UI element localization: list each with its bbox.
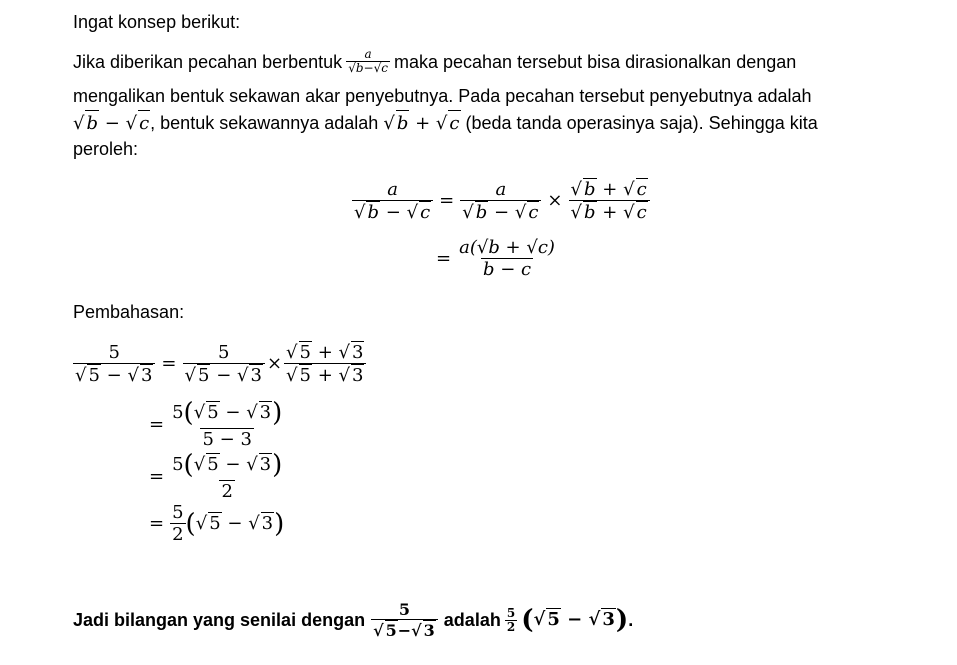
step1-rhs-fraction-1: $\frac{5}{√ 5 - √ 3}$ (183, 342, 265, 386)
conclusion-expr: (√ 5 − √ 3) (521, 605, 629, 635)
step4-coefficient: $\frac{5}{2}$ (172, 502, 184, 545)
equals-sign: = (161, 353, 177, 374)
conclusion-text-a: Jadi bilangan yang senilai dengan (73, 609, 366, 630)
equals-sign: = (149, 513, 165, 534)
equals-sign: = (149, 465, 165, 487)
expr-root-b-minus-root-c: √ b − √ c (73, 113, 150, 134)
solution-step-3 (143, 450, 284, 502)
intro-line-4-text-d: (beda tanda operasinya saja). Sehingga kita (465, 113, 818, 133)
pembahasan-title: Pembahasan: (73, 302, 185, 322)
conclusion-coefficient: $\frac{5}{2}$ (506, 605, 516, 634)
fraction-denominator: √b−√c (348, 61, 388, 75)
times-sign: × (547, 190, 563, 211)
concept-equation-row-2 (430, 237, 557, 280)
concept-equation-row-1 (352, 178, 650, 223)
intro-line-2-text-b: maka pecahan tersebut bisa dirasionalkan dengan (393, 51, 797, 72)
equals-sign: = (149, 413, 165, 435)
step3-fraction: $\frac{5(√ 5 - √ 3)}{2}$ (172, 450, 283, 502)
conclusion-period: . (628, 609, 634, 630)
concept-result-fraction: $\frac{a(√b + √c)}{b - c}$ (459, 237, 555, 280)
concept-rhs-fraction-2: $\frac{√ b + √ c}{√ b + √ c}$ (569, 178, 650, 223)
solution-step-2 (143, 398, 284, 450)
fraction-numerator: a (364, 47, 372, 61)
intro-line-2-text-a: Jika diberikan pecahan berbentuk (73, 51, 343, 72)
equals-sign: = (436, 248, 452, 269)
conclusion-line (73, 600, 633, 640)
equals-sign: = (439, 190, 455, 211)
intro-line-5: peroleh: (73, 139, 139, 159)
step1-lhs-fraction: $\frac{5}{√ 5 - √ 3}$ (73, 342, 155, 386)
expr-root-b-plus-root-c: √ b + √ c (383, 113, 460, 134)
solution-step-1 (73, 341, 366, 386)
intro-line-3: mengalikan bentuk sekawan akar penyebutnya. Pada pecahan tersebut penyebutnya adalah (73, 86, 812, 106)
step4-parenthesized-expr: (√ 5 − √ 3) (185, 508, 285, 539)
solution-step-4 (143, 502, 284, 545)
step1-rhs-fraction-2: $\frac{√ 5 + √ 3}{√ 5 + √ 3}$ (284, 341, 366, 386)
intro-line-2 (73, 48, 796, 75)
concept-lhs-fraction: $\frac{a}{√ b - √ c}$ (352, 179, 433, 223)
concept-rhs-fraction-1: $\frac{a}{√ b - √ c}$ (460, 179, 541, 223)
inline-fraction-a-over-root-diff (346, 48, 390, 75)
conclusion-fraction: $\frac{5}{√ 5-√ 3}$ (371, 600, 438, 640)
conclusion-text-b: adalah (443, 609, 501, 630)
intro-line-4 (73, 110, 818, 137)
intro-line-4-text-b: , bentuk sekawannya adalah (150, 113, 379, 133)
step2-fraction: $\frac{5(√ 5 - √ 3)}{5 - 3}$ (172, 398, 283, 450)
intro-line-1: Ingat konsep berikut: (73, 12, 241, 32)
times-sign: × (266, 353, 283, 374)
